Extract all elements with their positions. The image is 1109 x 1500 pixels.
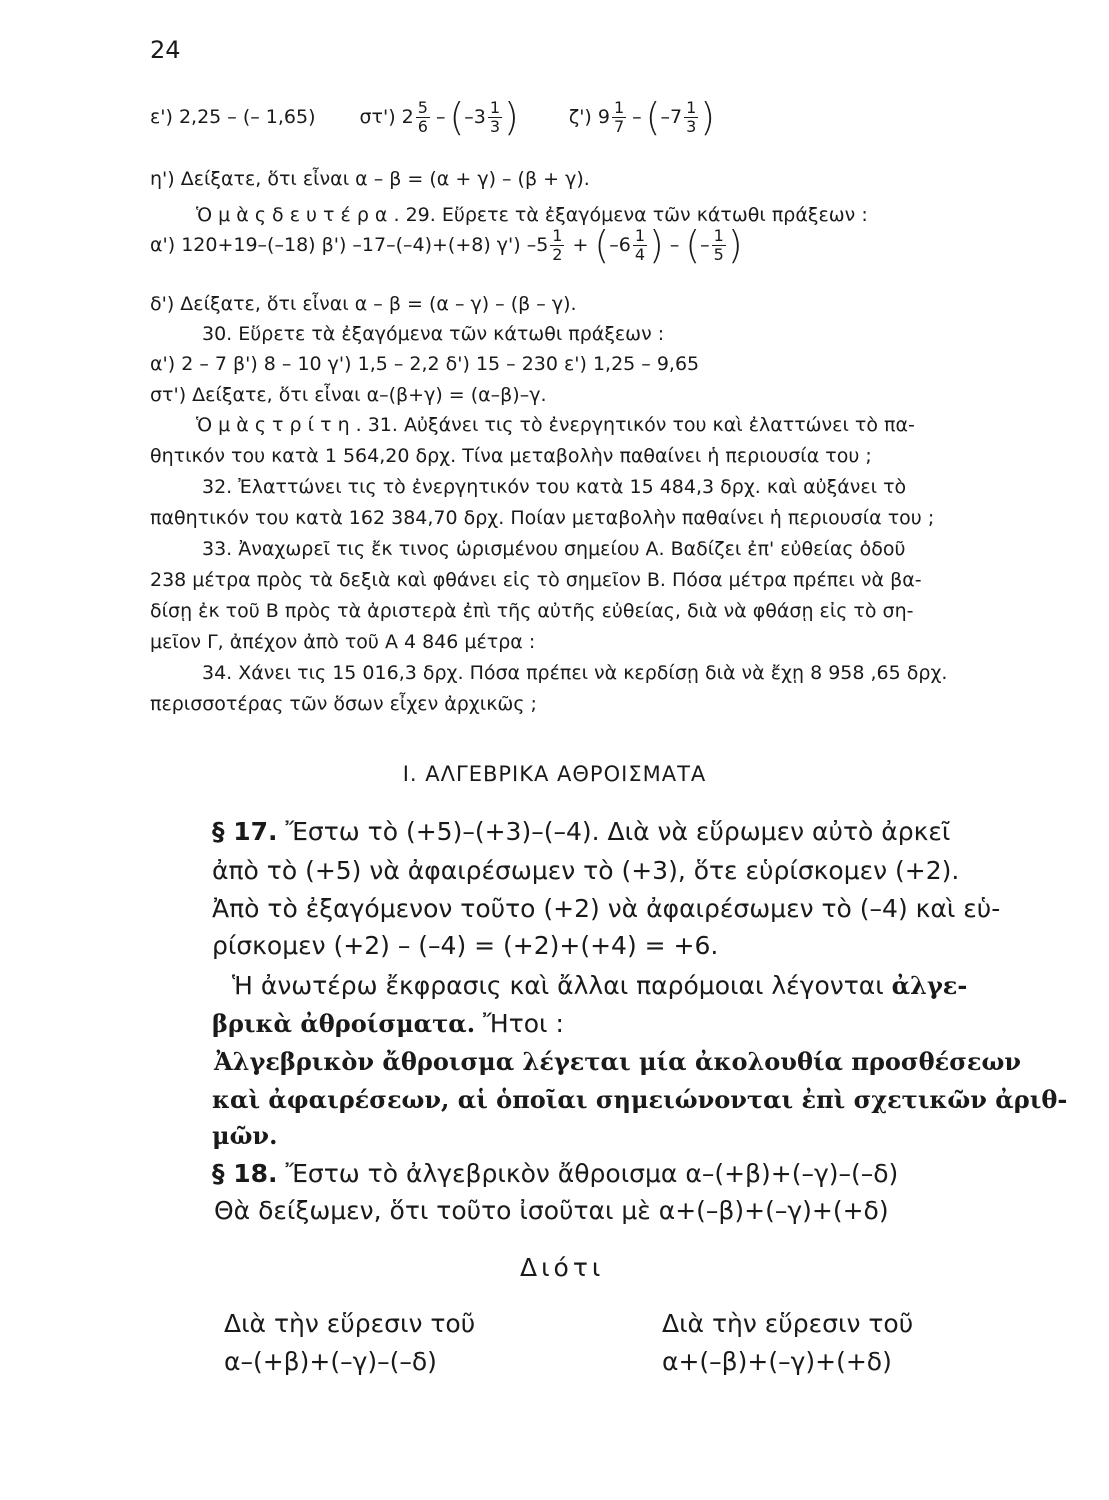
paragraph-17-line-5: Ἡ ἀνωτέρω ἔκφρασις καὶ ἄλλαι παρόμοιαι λέγονται ἀλγε-: [232, 971, 968, 1000]
group-two-heading: Ὁ μ ὰ ς δ ε υ τ έ ρ α . 29. Εὕρετε τὰ ἐξαγόμενα τῶν κάτωθι πράξεων :: [196, 204, 868, 226]
exercise-33-line-3: δίσῃ ἐκ τοῦ Β πρὸς τὰ ἀριστερὰ ἐπὶ τῆς αὐτῆς εὐθείας, διὰ νὰ φθάσῃ εἰς τὸ ση-: [150, 600, 914, 622]
right-column-expression: α+(–β)+(–γ)+(+δ): [662, 1347, 892, 1376]
exercise-33-line-1: 33. Ἀναχωρεῖ τις ἔκ τινος ὡρισμένου σημείου Α. Βαδίζει ἐπ' εὐθείας ὁδοῦ: [202, 538, 906, 560]
paragraph-17-line-2: ἀπὸ τὸ (+5) νὰ ἀφαιρέσωμεν τὸ (+3), ὅτε εὑρίσκομεν (+2).: [212, 856, 960, 885]
exercise-30-items: α') 2 – 7 β') 8 – 10 γ') 1,5 – 2,2 δ') 15 – 230 ε') 1,25 – 9,65: [150, 353, 700, 375]
exercise-33-line-4: μεῖον Γ, ἀπέχον ἀπὸ τοῦ Α 4 846 μέτρα :: [150, 631, 536, 653]
exercise-32-line-2: παθητικόν του κατὰ 162 384,70 δρχ. Ποίαν μεταβολὴν παθαίνει ἡ περιουσία του ;: [150, 507, 935, 529]
definition-line-3: μῶν.: [212, 1121, 278, 1150]
exercise-row-e-st-z: [150, 95, 716, 139]
section-number: § 18.: [212, 1159, 278, 1188]
paragraph-18-line-1: § 18. Ἔστω τὸ ἀλγεβρικὸν ἄθροισμα α–(+β)+(–γ)–(–δ): [212, 1159, 899, 1188]
exercise-34-line-1: 34. Χάνει τις 15 016,3 δρχ. Πόσα πρέπει νὰ κερδίσῃ διὰ νὰ ἔχῃ 8 958 ,65 δρχ.: [202, 662, 948, 684]
exercise-31-line-2: θητικόν του κατὰ 1 564,20 δρχ. Τίνα μεταβολὴν παθαίνει ἡ περιουσία του ;: [150, 445, 872, 467]
fraction: $\frac{5}{6}$: [417, 97, 428, 136]
exercise-row-a-b-c: α') 120+19–(–18) β') –17–(–4)+(+8) γ') –5 $\frac{1}{2}$ + ( –6 $\frac{1}{4}$ ) – ( – $\frac{1}{5}$ ): [150, 223, 743, 267]
page-number: 24: [150, 36, 181, 64]
paragraph-17-line-4: ρίσκομεν (+2) – (–4) = (+2)+(+4) = +6.: [212, 931, 719, 960]
fraction: $\frac{1}{2}$: [552, 225, 563, 264]
right-column-title: Διὰ τὴν εὕρεσιν τοῦ: [662, 1309, 914, 1338]
exercise-31-line-1: Ὁ μ ὰ ς τ ρ ί τ η . 31. Αὐξάνει τις τὸ ἐνεργητικόν του καὶ ἐλαττώνει τὸ πα-: [196, 414, 915, 436]
exercise-e: ε') 2,25 – (– 1,65): [150, 106, 316, 128]
fraction: $\frac{1}{3}$: [489, 97, 501, 136]
exercise-30-st: στ') Δείξατε, ὅτι εἶναι α–(β+γ) = (α–β)–γ.: [150, 384, 547, 406]
paragraph-17-line-1: § 17. Ἔστω τὸ (+5)–(+3)–(–4). Διὰ νὰ εὕρωμεν αὐτὸ ἀρκεῖ: [212, 817, 951, 846]
section-number: § 17.: [212, 817, 278, 846]
definition-line-2: καὶ ἀφαιρέσεων, αἱ ὁποῖαι σημειώνονται ἐπὶ σχετικῶν ἀριθ-: [212, 1085, 1068, 1114]
left-column-title: Διὰ τὴν εὕρεσιν τοῦ: [224, 1309, 476, 1338]
exercise-st: στ') 2 $\frac{5}{6}$ – ( –3 $\frac{1}{3}$ ): [359, 95, 519, 139]
exercise-30: 30. Εὕρετε τὰ ἐξαγόμενα τῶν κάτωθι πράξεων :: [202, 323, 665, 345]
paragraph-17-line-3: Ἀπὸ τὸ ἐξαγόμενον τοῦτο (+2) νὰ ἀφαιρέσωμεν τὸ (–4) καὶ εὑ-: [212, 894, 1001, 923]
exercise-32-line-1: 32. Ἐλαττώνει τις τὸ ἐνεργητικόν του κατὰ 15 484,3 δρχ. καὶ αὐξάνει τὸ: [202, 476, 907, 498]
fraction: $\frac{1}{7}$: [613, 97, 625, 136]
section-title: I. ΑΛΓΕΒΡΙΚΑ ΑΘΡΟΙΣΜΑΤΑ: [402, 762, 707, 786]
definition-line-1: Ἀλγεβρικὸν ἄθροισμα λέγεται μία ἀκολουθία προσθέσεων: [214, 1047, 1021, 1076]
fraction: $\frac{1}{4}$: [634, 225, 646, 264]
fraction: $\frac{1}{3}$: [686, 97, 697, 136]
fraction: $\frac{1}{5}$: [713, 225, 724, 264]
dioti-heading: Διότι: [520, 1253, 605, 1282]
left-column-expression: α–(+β)+(–γ)–(–δ): [224, 1347, 437, 1376]
exercise-z: ζ') 9 $\frac{1}{7}$ – ( –7 $\frac{1}{3}$ ): [568, 95, 716, 139]
paragraph-18-line-2: Θὰ δείξωμεν, ὅτι τοῦτο ἰσοῦται μὲ α+(–β)+(–γ)+(+δ): [214, 1196, 889, 1225]
paragraph-17-line-6: βρικὰ ἀθροίσματα. Ἤτοι :: [212, 1009, 564, 1038]
exercise-33-line-2: 238 μέτρα πρὸς τὰ δεξιὰ καὶ φθάνει εἰς τὸ σημεῖον Β. Πόσα μέτρα πρέπει νὰ βα-: [150, 569, 922, 591]
exercise-eta: η') Δείξατε, ὅτι εἶναι α – β = (α + γ) – (β + γ).: [150, 168, 590, 190]
exercise-34-line-2: περισσοτέρας τῶν ὅσων εἶχεν ἀρχικῶς ;: [150, 693, 537, 715]
exercise-delta: δ') Δείξατε, ὅτι εἶναι α – β = (α – γ) – (β – γ).: [150, 293, 577, 315]
